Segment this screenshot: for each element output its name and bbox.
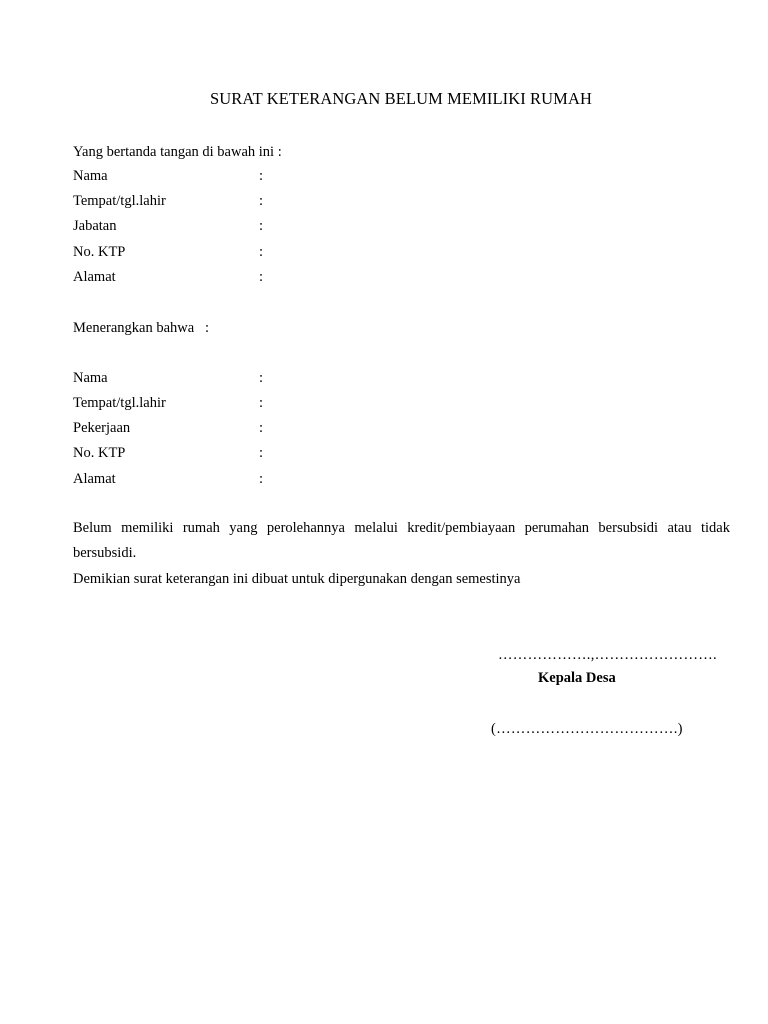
closing-text: Demikian surat keterangan ini dibuat untuk dipergunakan dengan semestinya — [73, 571, 521, 587]
field-label: Jabatan — [73, 218, 117, 234]
field-separator: : — [259, 218, 264, 234]
field-separator: : — [259, 168, 264, 184]
field-separator: : — [259, 370, 264, 386]
body-paragraph: Belum memiliki rumah yang perolehannya melalui kredit/pembiayaan perumahan bersubsidi atau tidak bersubsidi. — [73, 520, 730, 561]
field-separator: : — [259, 471, 264, 487]
field-label: Nama — [73, 168, 108, 184]
intro-text: Yang bertanda tangan di bawah ini : — [73, 144, 282, 160]
signature-name: (……………………………….) — [491, 721, 683, 737]
field-separator: : — [259, 420, 264, 436]
field-label: Alamat — [73, 269, 116, 285]
signature-position: Kepala Desa — [538, 670, 616, 686]
field-label: Tempat/tgl.lahir — [73, 395, 166, 411]
field-label: Tempat/tgl.lahir — [73, 193, 166, 209]
document-title: SURAT KETERANGAN BELUM MEMILIKI RUMAH — [210, 89, 592, 108]
field-label: No. KTP — [73, 445, 126, 461]
field-separator: : — [259, 193, 264, 209]
field-separator: : — [259, 244, 264, 260]
field-label: Alamat — [73, 471, 116, 487]
field-separator: : — [259, 445, 264, 461]
statement-intro: Menerangkan bahwa : — [73, 320, 210, 336]
field-label: Nama — [73, 370, 108, 386]
field-label: No. KTP — [73, 244, 126, 260]
signature-place-date: ……………….,……………………. — [498, 647, 717, 663]
field-label: Pekerjaan — [73, 420, 131, 436]
field-separator: : — [259, 395, 264, 411]
field-separator: : — [259, 269, 264, 285]
